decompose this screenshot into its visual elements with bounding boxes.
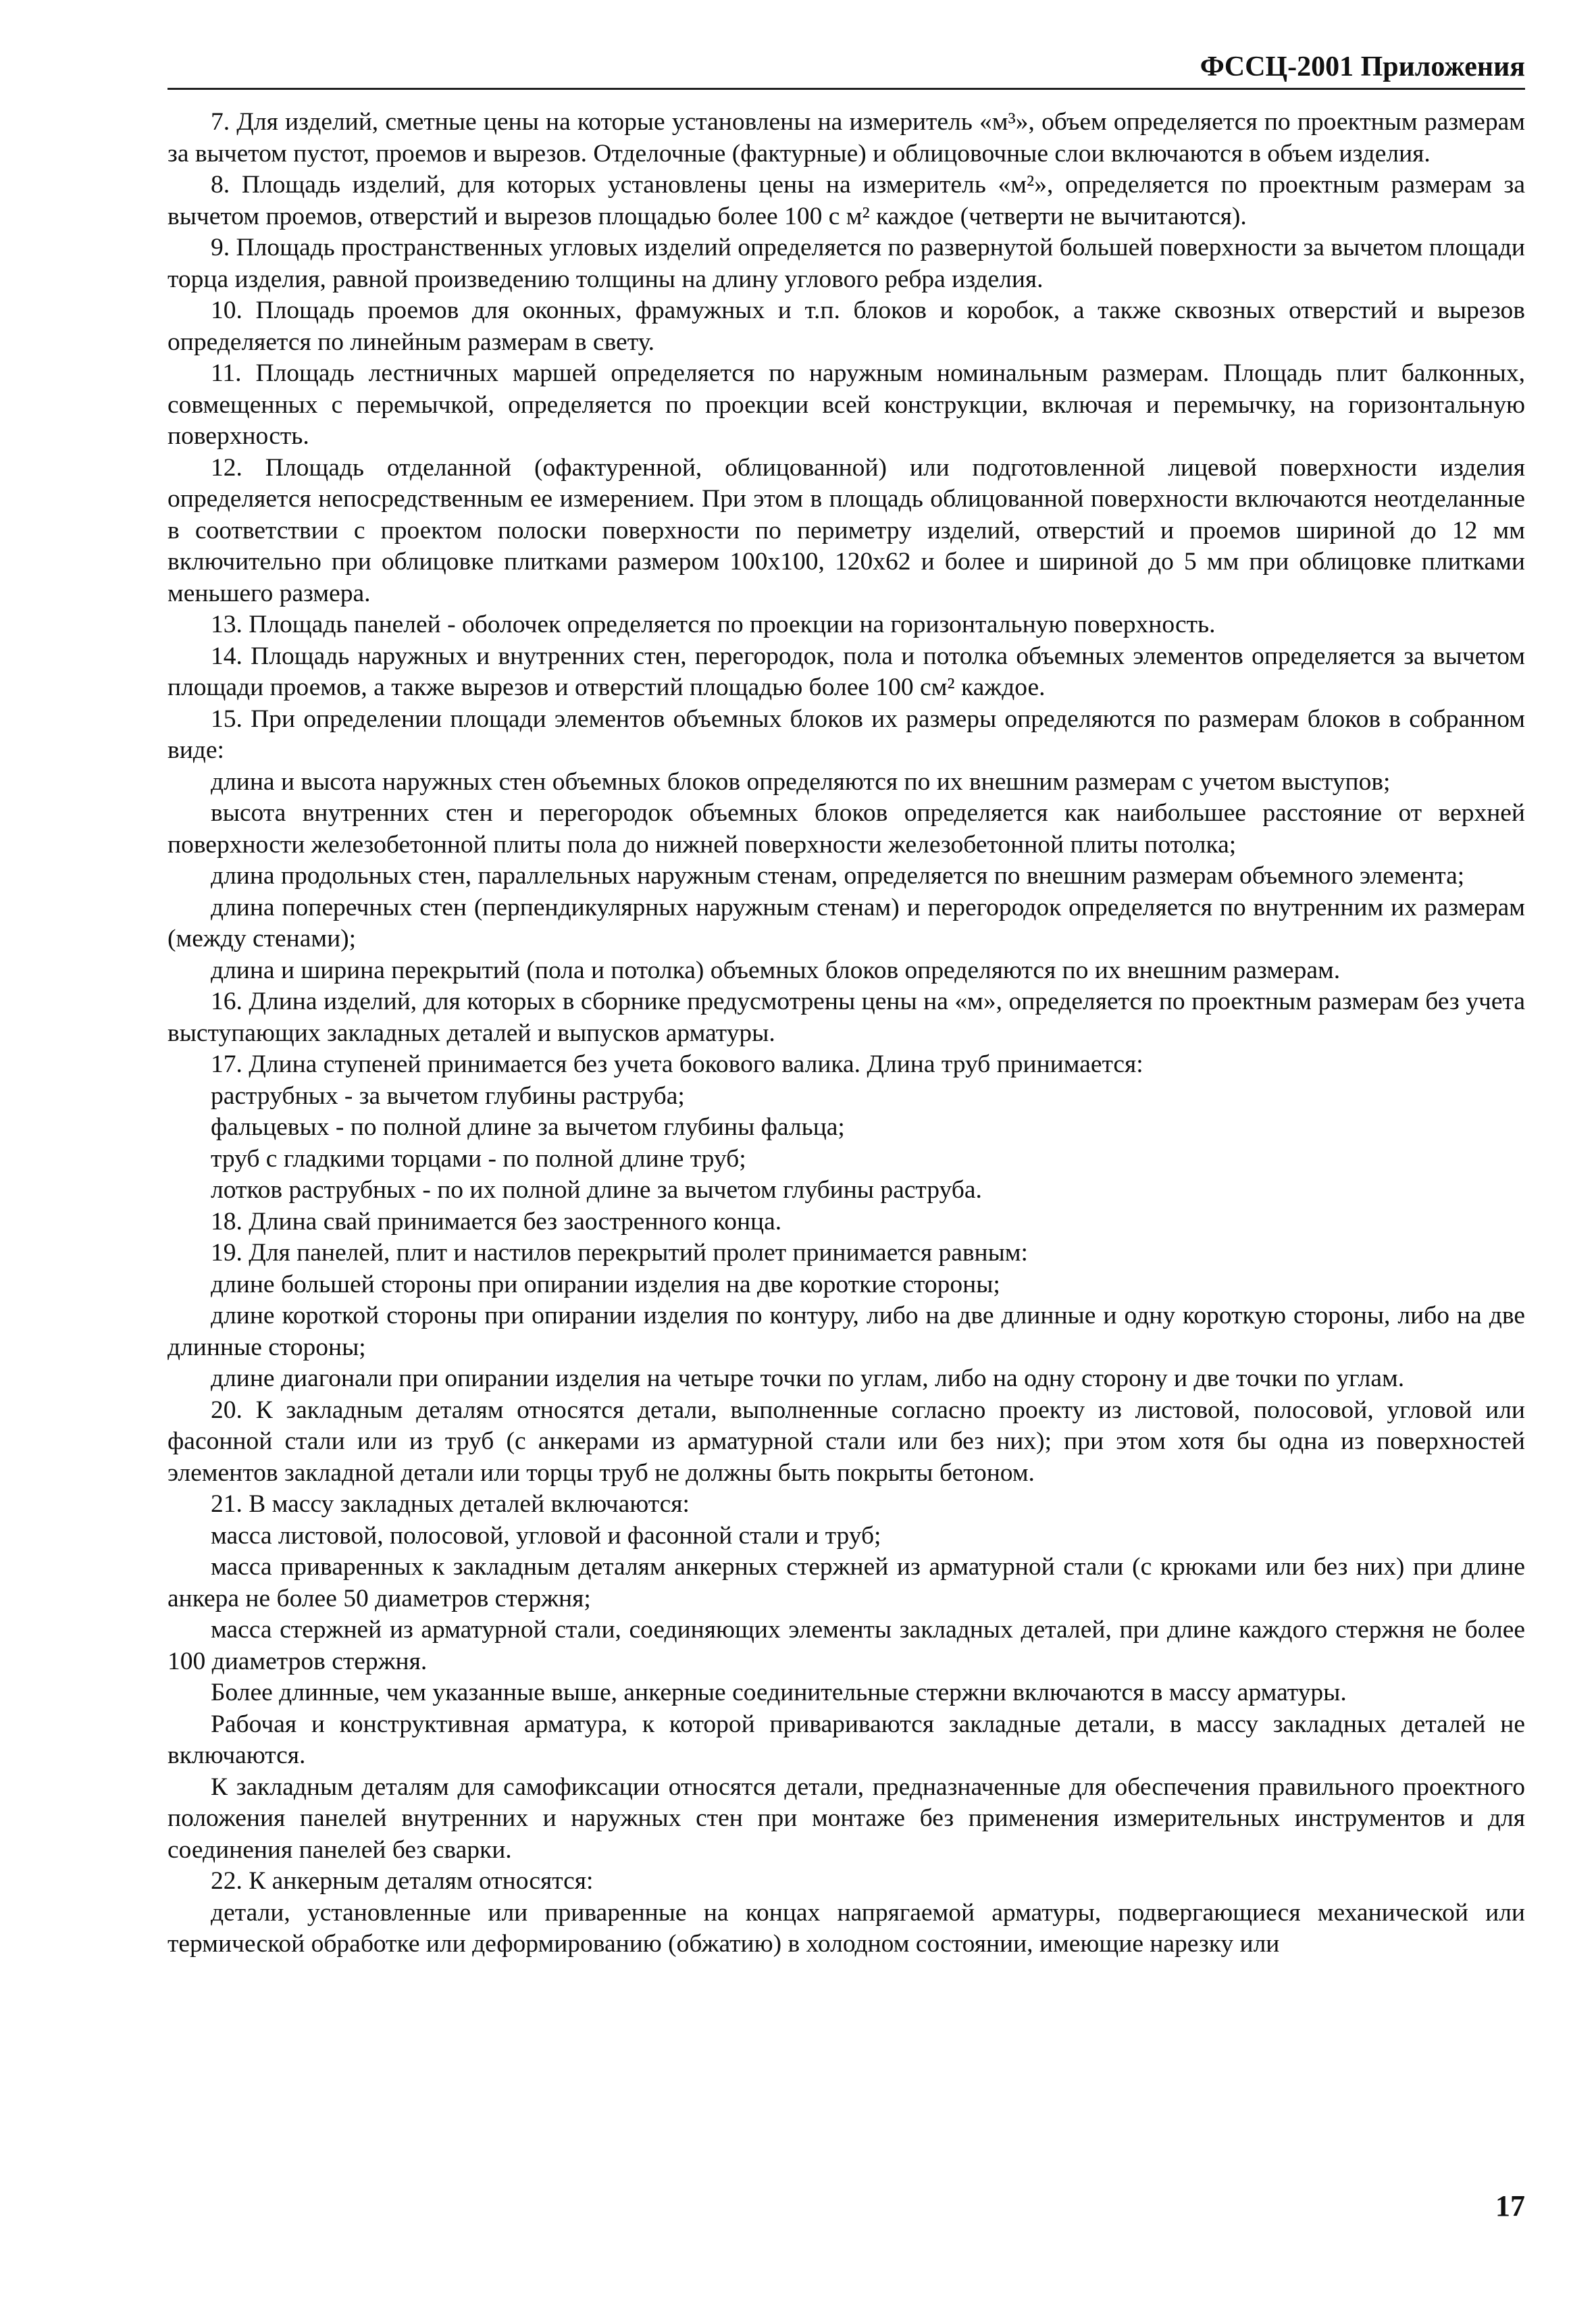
body-text — [168, 107, 1525, 1960]
paragraph: 17. Длина ступеней принимается без учета бокового валика. Длина труб принимается: — [211, 1050, 1143, 1078]
paragraph: 16. Длина изделий, для которых в сборнике предусмотрены цены на «м», определяется по проектным размерам без учета выступающих закладных деталей и выпусков арматуры. — [168, 988, 1525, 1047]
paragraph: 22. К анкерным деталям относятся: — [211, 1867, 594, 1895]
paragraph: длина продольных стен, параллельных наружным стенам, определяется по внешним размерам объемного элемента; — [211, 862, 1465, 890]
paragraph: труб с гладкими торцами - по полной длине труб; — [211, 1144, 746, 1173]
paragraph: детали, установленные или приваренные на концах напрягаемой арматуры, подвергающиеся механической или термической обработке или деформированию (обжатию) в холодном состоянии, имеющие нарезку или — [168, 1898, 1525, 1958]
paragraph: раструбных - за вычетом глубины раструба; — [211, 1082, 685, 1110]
paragraph: 13. Площадь панелей - оболочек определяется по проекции на горизонтальную поверхность. — [211, 611, 1216, 638]
paragraph: фальцевых - по полной длине за вычетом глубины фальца; — [211, 1113, 845, 1141]
paragraph: 11. Площадь лестничных маршей определяется по наружным номинальным размерам. Площадь плит балконных, совмещенных с перемычкой, определяется по проекции всей конструкции, включая и перемычку, на горизонтальную поверхность. — [168, 359, 1525, 450]
paragraph: длине диагонали при опирании изделия на четыре точки по углам, либо на одну сторону и две точки по углам. — [211, 1365, 1405, 1392]
paragraph: 12. Площадь отделанной (офактуренной, облицованной) или подготовленной лицевой поверхности изделия определяется непосредственным ее измерением. При этом в площадь облицованной поверхности включаются неотделанные в соответствии с проектом полоски поверхности по периметру изделий, отверстий и проемов шириной до 12 мм включительно при облицовке плитками размером 100x100, 120x62 и более и шириной до 5 мм при облицовке плитками меньшего размера. — [168, 453, 1525, 607]
paragraph: лотков раструбных - по их полной длине за вычетом глубины раструба. — [211, 1176, 982, 1204]
paragraph: длине короткой стороны при опирании изделия по контуру, либо на две длинные и одну короткую стороны, либо на две длинные стороны; — [168, 1302, 1525, 1361]
paragraph: Более длинные, чем указанные выше, анкерные соединительные стержни включаются в массу арматуры. — [211, 1679, 1347, 1706]
paragraph: 21. В массу закладных деталей включаются: — [211, 1490, 690, 1518]
paragraph: масса листовой, полосовой, угловой и фасонной стали и труб; — [211, 1521, 881, 1550]
paragraph: 15. При определении площади элементов объемных блоков их размеры определяются по размерам блоков в собранном виде: — [168, 705, 1525, 764]
paragraph: 10. Площадь проемов для оконных, фрамужных и т.п. блоков и коробок, а также сквозных отверстий и вырезов определяется по линейным размерам в свету. — [168, 297, 1525, 356]
paragraph: 19. Для панелей, плит и настилов перекрытий пролет принимается равным: — [211, 1239, 1028, 1267]
paragraph: 20. К закладным деталям относятся детали, выполненные согласно проекту из листовой, полосовой, угловой или фасонной стали или из труб (с анкерами из арматурной стали или без них); при этом хотя бы одна из поверхностей элементов закладной детали или торцы труб не должны быть покрыты бетоном. — [168, 1396, 1525, 1487]
paragraph: 9. Площадь пространственных угловых изделий определяется по развернутой большей поверхности за вычетом площади торца изделия, равной произведению толщины на длину углового ребра изделия. — [168, 234, 1525, 293]
paragraph: 8. Площадь изделий, для которых установлены цены на измеритель «м²», определяется по проектным размерам за вычетом проемов, отверстий и вырезов площадью более 100 с м² каждое (четверти не вычитаются). — [168, 171, 1525, 230]
paragraph: длина и высота наружных стен объемных блоков определяются по их внешним размерам с учетом выступов; — [211, 767, 1391, 796]
paragraph: К закладным деталям для самофиксации относятся детали, предназначенные для обеспечения правильного проектного положения панелей внутренних и наружных стен при монтаже без применения измерительных инструментов и для соединения панелей без сварки. — [168, 1773, 1525, 1864]
paragraph: длина поперечных стен (перпендикулярных наружным стенам) и перегородок определяется по внутренним их размерам (между стенами); — [168, 893, 1525, 952]
paragraph: 7. Для изделий, сметные цены на которые установлены на измеритель «м³», объем определяется по проектным размерам за вычетом пустот, проемов и вырезов. Отделочные (фактурные) и облицовочные слои включаются в объем изделия. — [168, 108, 1525, 168]
paragraph: масса стержней из арматурной стали, соединяющих элементы закладных деталей, при длине каждого стержня не более 100 диаметров стержня. — [168, 1616, 1525, 1675]
paragraph: масса приваренных к закладным деталям анкерных стержней из арматурной стали (с крюками или без них) при длине анкера не более 50 диаметров стержня; — [168, 1553, 1525, 1612]
paragraph: длине большей стороны при опирании изделия на две короткие стороны; — [211, 1270, 1000, 1298]
running-header: ФССЦ-2001 Приложения — [1200, 51, 1525, 82]
paragraph: длина и ширина перекрытий (пола и потолка) объемных блоков определяются по их внешним размерам. — [211, 956, 1341, 984]
paragraph: Рабочая и конструктивная арматура, к которой привариваются закладные детали, в массу закладных деталей не включаются. — [168, 1710, 1525, 1769]
paragraph: высота внутренних стен и перегородок объемных блоков определяется как наибольшее расстояние от верхней поверхности железобетонной плиты пола до нижней поверхности железобетонной плиты потолка; — [168, 799, 1525, 859]
page-number: 17 — [1495, 2189, 1525, 2222]
paragraph: 18. Длина свай принимается без заостренного конца. — [211, 1207, 782, 1236]
header-divider — [168, 88, 1525, 90]
paragraph: 14. Площадь наружных и внутренних стен, перегородок, пола и потолка объемных элементов определяется за вычетом площади проемов, а также вырезов и отверстий площадью более 100 см² каждое. — [168, 642, 1525, 701]
